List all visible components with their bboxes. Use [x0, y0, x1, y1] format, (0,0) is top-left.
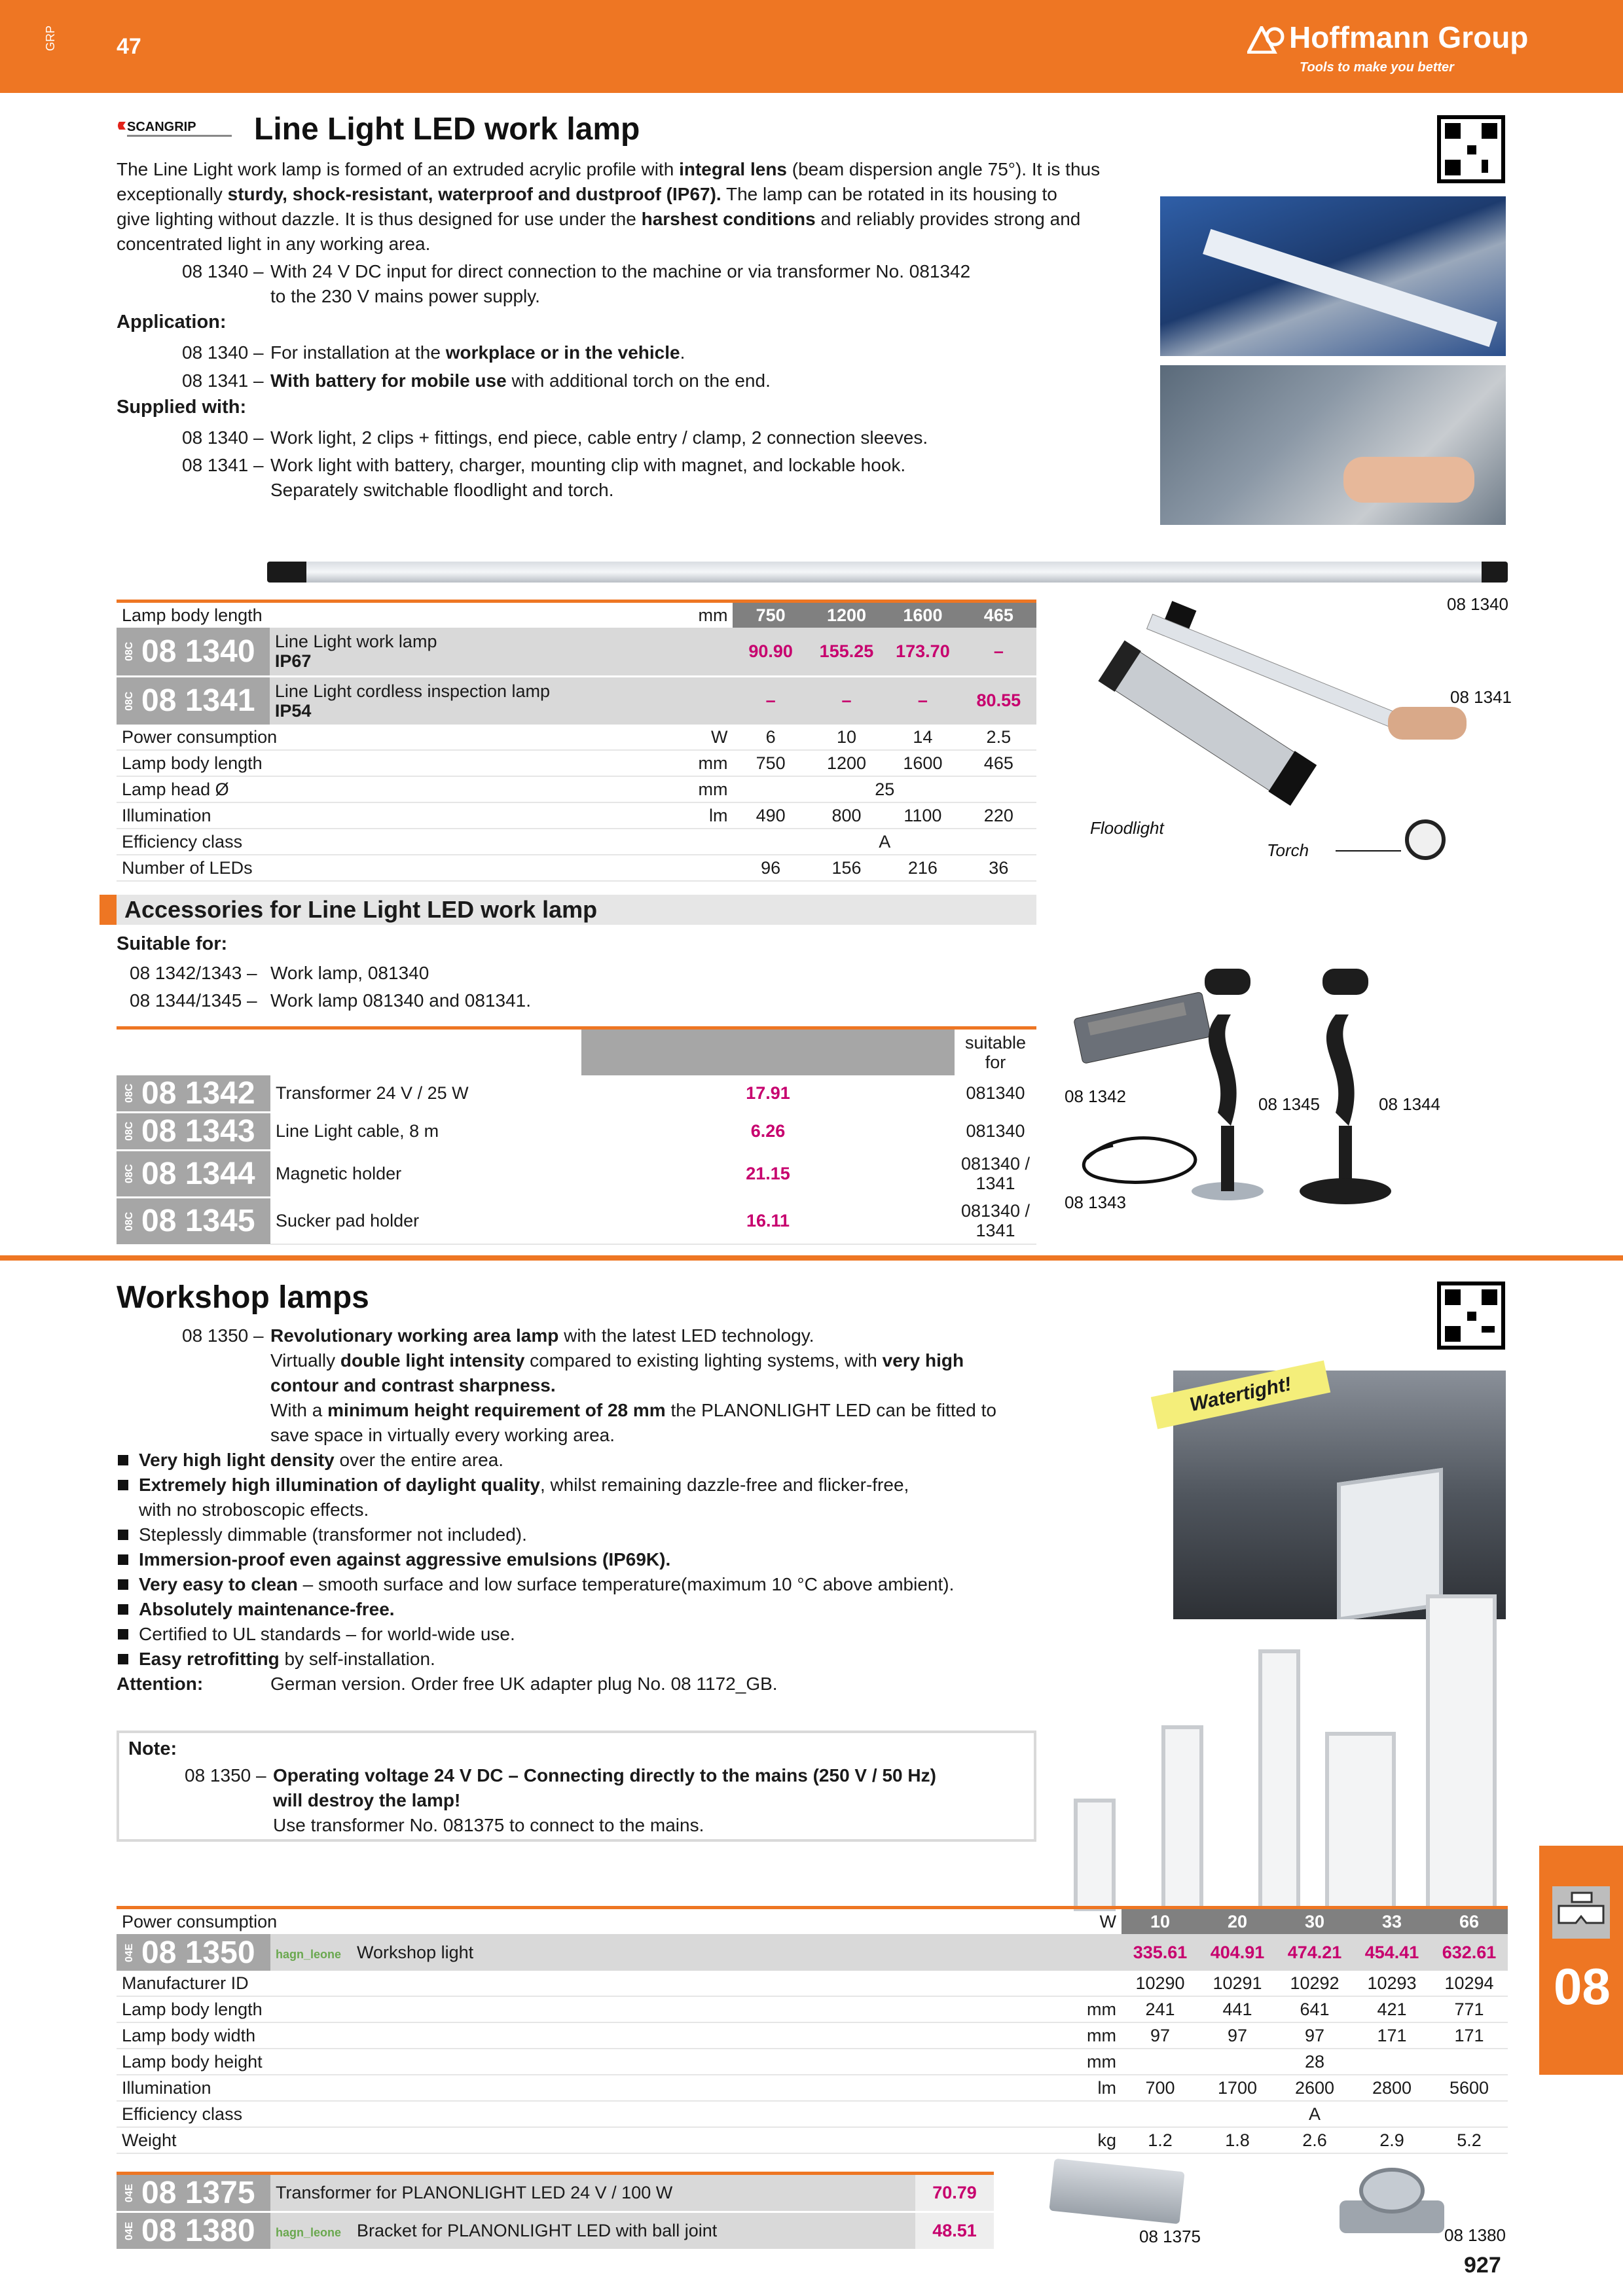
list-item: Very high light density over the entire area.: [117, 1448, 1099, 1473]
panel-lamp-66w: [1426, 1594, 1497, 1910]
price[interactable]: 6.26: [581, 1112, 955, 1150]
price[interactable]: 21.15: [581, 1150, 955, 1197]
product-row[interactable]: [117, 1112, 1036, 1150]
spec-row: [117, 776, 1036, 802]
suitable-2: 08 1344/1345 – Work lamp 081340 and 081341.: [130, 990, 531, 1011]
article-number[interactable]: 08C 08 1344: [117, 1150, 270, 1197]
table-header-label: Power consumption: [122, 1911, 278, 1931]
spec-value: 96: [733, 855, 808, 881]
line-light-table: [117, 600, 1036, 882]
list-item: Absolutely maintenance-free.: [117, 1597, 1099, 1622]
price[interactable]: 90.90: [733, 628, 808, 676]
panel-lamp-33w: [1325, 1732, 1396, 1910]
product-row[interactable]: [117, 2174, 994, 2212]
product-desc: hagn_leone Bracket for PLANONLIGHT LED with ball joint: [270, 2212, 915, 2250]
fig-label-081375: 08 1375: [1139, 2227, 1201, 2246]
section-number: 08: [1554, 1958, 1611, 2015]
col-header: 1600: [884, 601, 960, 628]
input-note: 08 1340 – With 24 V DC input for direct connection to the machine or via transformer No. 081342 to the 230 V mains power supply.: [182, 261, 971, 306]
spec-value: 2600: [1276, 2075, 1353, 2101]
brand-name: Hoffmann Group: [1289, 20, 1529, 54]
price[interactable]: 335.61: [1122, 1934, 1199, 1971]
accessories-figure: [1061, 916, 1519, 1224]
unit-label: mm: [698, 605, 728, 625]
svg-text:SCANGRIP: SCANGRIP: [127, 120, 196, 134]
spec-unit: W: [652, 725, 733, 750]
spec-label: Weight: [117, 2127, 1049, 2153]
workshop-table: [117, 1906, 1508, 2154]
product-row[interactable]: [117, 1075, 1036, 1113]
lamp-bar-image: [267, 562, 1508, 583]
application-2: 08 1341 – With battery for mobile use with additional torch on the end.: [182, 370, 771, 391]
spec-value: 641: [1276, 1996, 1353, 2022]
article-number[interactable]: 08C 08 1345: [117, 1197, 270, 1244]
spec-value: 2800: [1353, 2075, 1431, 2101]
spec-unit: [1049, 1971, 1122, 1996]
spec-value: 156: [809, 855, 884, 881]
spec-value: 5600: [1431, 2075, 1508, 2101]
spec-unit: mm: [1049, 1996, 1122, 2022]
spec-label: Number of LEDs: [117, 855, 652, 881]
spec-value: 2.5: [961, 725, 1036, 750]
price[interactable]: 632.61: [1431, 1934, 1508, 1971]
spec-unit: lm: [652, 802, 733, 829]
list-item-continuation: with no stroboscopic effects.: [139, 1499, 369, 1520]
product-row[interactable]: [117, 2212, 994, 2250]
price[interactable]: –: [961, 628, 1036, 676]
article-number[interactable]: 04E 08 1350: [117, 1934, 270, 1971]
spec-unit: [1049, 2101, 1122, 2127]
fig-label-081340: 08 1340: [1447, 594, 1508, 614]
spec-value: 171: [1431, 2022, 1508, 2049]
price[interactable]: 404.91: [1199, 1934, 1276, 1971]
spec-unit: mm: [1049, 2022, 1122, 2049]
spec-value: 36: [961, 855, 1036, 881]
spec-value: 10291: [1199, 1971, 1276, 1996]
price[interactable]: 155.25: [809, 628, 884, 676]
spec-value: 216: [884, 855, 960, 881]
line-light-title: Line Light LED work lamp: [254, 112, 640, 147]
spec-value: 10293: [1353, 1971, 1431, 1996]
attention-note: Attention: German version. Order free UK adapter plug No. 08 1172_GB.: [117, 1674, 778, 1694]
spec-row: [117, 2101, 1508, 2127]
spec-value: 421: [1353, 1996, 1431, 2022]
spec-unit: mm: [652, 776, 733, 802]
spec-label: Lamp body height: [117, 2049, 1049, 2075]
article-number[interactable]: 04E 08 1375: [117, 2174, 270, 2212]
list-item: Easy retrofitting by self-installation.: [117, 1647, 1099, 1672]
page-number: 927: [1464, 2253, 1501, 2278]
spec-value: 1.8: [1199, 2127, 1276, 2153]
scangrip-logo-icon: [117, 118, 241, 140]
spec-value: 441: [1199, 1996, 1276, 2022]
spec-value: 171: [1353, 2022, 1431, 2049]
spec-value: 220: [961, 802, 1036, 829]
spec-row: [117, 2075, 1508, 2101]
suitable-value: 081340 / 1341: [955, 1150, 1036, 1197]
spec-value: 465: [961, 750, 1036, 776]
spec-unit: kg: [1049, 2127, 1122, 2153]
spec-label: Lamp body length: [117, 1996, 1049, 2022]
spec-value: 700: [1122, 2075, 1199, 2101]
product-desc: Transformer 24 V / 25 W: [270, 1075, 581, 1113]
spec-row: [117, 855, 1036, 881]
col-header: 30: [1276, 1908, 1353, 1935]
supplied-2: 08 1341 – Work light with battery, charger, mounting clip with magnet, and lockable hook. Separately switchable floodlight and torch.: [182, 455, 906, 500]
side-label: GRP: [44, 25, 58, 52]
spec-unit: [652, 829, 733, 855]
spec-label: Efficiency class: [117, 829, 652, 855]
spec-value: 750: [733, 750, 808, 776]
product-desc: Line Light cable, 8 m: [270, 1112, 581, 1150]
suitable-value: 081340: [955, 1075, 1036, 1113]
list-item: Extremely high illumination of daylight quality, whilst remaining dazzle-free and flicker-free,: [117, 1473, 1099, 1498]
feature-list: [117, 1448, 1099, 1672]
scangrip-logo: [117, 118, 241, 140]
spec-value: 1600: [884, 750, 960, 776]
col-header: 1200: [809, 601, 884, 628]
product-desc: Magnetic holder: [270, 1150, 581, 1197]
fig-label-081345: 08 1345: [1258, 1094, 1320, 1114]
supplied-1: 08 1340 – Work light, 2 clips + fittings, end piece, cable entry / clamp, 2 connection sleeves.: [182, 427, 928, 448]
spec-value: 14: [884, 725, 960, 750]
price[interactable]: –: [733, 676, 808, 725]
page-header: [0, 0, 1623, 93]
col-header: 750: [733, 601, 808, 628]
transformer-bracket-table: [117, 2172, 994, 2249]
transformer-image: [1049, 2159, 1184, 2224]
col-header: 465: [961, 601, 1036, 628]
spec-value: 241: [1122, 1996, 1199, 2022]
spec-label: Lamp body width: [117, 2022, 1049, 2049]
spec-unit: [652, 855, 733, 881]
product-row[interactable]: [117, 1934, 1508, 1971]
price[interactable]: 70.79: [915, 2174, 994, 2212]
article-number[interactable]: 08C 08 1341: [117, 676, 270, 725]
spec-label: Lamp head Ø: [117, 776, 652, 802]
product-desc: Sucker pad holder: [270, 1197, 581, 1244]
supplied-label: Supplied with:: [117, 397, 247, 418]
price[interactable]: 48.51: [915, 2212, 994, 2250]
spec-value: A: [733, 829, 1036, 855]
spec-row: [117, 1971, 1508, 1996]
spec-value: 97: [1276, 2022, 1353, 2049]
spec-unit: lm: [1049, 2075, 1122, 2101]
spec-value: 1700: [1199, 2075, 1276, 2101]
note-text: 08 1350 – Operating voltage 24 V DC – Connecting directly to the mains (250 V / 50 Hz) will destroy the lamp! Use transformer No. 081375 to connect to the mains.: [185, 1765, 936, 1835]
table-header-label: Lamp body length: [122, 605, 263, 625]
brand-tagline: Tools to make you better: [1300, 60, 1454, 75]
fig-label-081342: 08 1342: [1065, 1086, 1126, 1106]
line-light-intro: The Line Light work lamp is formed of an extruded acrylic profile with integral lens (beam dispersion angle 75°). It is thus exceptionally sturdy, shock-resistant, waterproof and dustproof (IP67). The lamp can be rotated in its housing to give lighting without dazzle. It is thus designed for use under the harshest conditions and reliably provides strong and concentrated light in any working area.: [117, 159, 1101, 254]
col-header: 33: [1353, 1908, 1431, 1935]
accessories-table: [117, 1026, 1036, 1245]
price[interactable]: 454.41: [1353, 1934, 1431, 1971]
spec-row: [117, 1996, 1508, 2022]
spec-label: Illumination: [117, 802, 652, 829]
spec-label: Power consumption: [117, 725, 652, 750]
spec-value: 6: [733, 725, 808, 750]
page-label: 47: [117, 34, 141, 59]
product-row[interactable]: [117, 1197, 1036, 1244]
accessories-title: Accessories for Line Light LED work lamp: [100, 895, 1036, 925]
suitable-label: Suitable for:: [117, 933, 228, 954]
spec-value: 10292: [1276, 1971, 1353, 1996]
price-header: [581, 1028, 955, 1075]
article-number[interactable]: 08C 08 1342: [117, 1075, 270, 1113]
spec-label: Illumination: [117, 2075, 1049, 2101]
suitable-value: 081340 / 1341: [955, 1197, 1036, 1244]
fig-label-081343: 08 1343: [1065, 1193, 1126, 1212]
workshop-photo-1: [1160, 196, 1506, 356]
product-row[interactable]: [117, 628, 1036, 676]
section-divider: [0, 1255, 1623, 1261]
qr-code-icon[interactable]: [1437, 115, 1505, 183]
spec-value: 800: [809, 802, 884, 829]
spec-value: 97: [1199, 2022, 1276, 2049]
application-1: 08 1340 – For installation at the workplace or in the vehicle.: [182, 342, 685, 363]
workshop-title: Workshop lamps: [117, 1280, 369, 1315]
panel-lamp-30w: [1258, 1649, 1300, 1910]
price[interactable]: 173.70: [884, 628, 960, 676]
hoffmann-logo-icon: [1247, 26, 1285, 54]
spec-label: Efficiency class: [117, 2101, 1049, 2127]
product-desc: Line Light cordless inspection lamp IP54: [270, 676, 733, 725]
spec-row: [117, 2022, 1508, 2049]
spec-value: 1100: [884, 802, 960, 829]
spec-value: 490: [733, 802, 808, 829]
price[interactable]: 80.55: [961, 676, 1036, 725]
spec-value: 97: [1122, 2022, 1199, 2049]
col-header: 10: [1122, 1908, 1199, 1935]
watertight-banner: Watertight!: [1151, 1360, 1330, 1429]
spec-value: 10290: [1122, 1971, 1199, 1996]
col-header: 20: [1199, 1908, 1276, 1935]
note-label: Note:: [128, 1738, 177, 1759]
product-desc: hagn_leone Workshop light: [270, 1934, 1122, 1971]
application-label: Application:: [117, 312, 227, 332]
spec-value: 28: [1122, 2049, 1508, 2075]
floodlight-label: Floodlight: [1090, 818, 1164, 838]
list-item: Certified to UL standards – for world-wide use.: [117, 1622, 1099, 1647]
qr-code-icon[interactable]: [1437, 1282, 1505, 1350]
spec-value: 10294: [1431, 1971, 1508, 1996]
torch-label: Torch: [1267, 840, 1309, 860]
spec-value: A: [1122, 2101, 1508, 2127]
workshop-intro: 08 1350 – Revolutionary working area lamp with the latest LED technology. Virtually double light intensity compared to existing lighting systems, with very high contour and contrast sharpness. With a minimum height requirement of 28 mm the PLANONLIGHT LED can be fitted to save space in virtually every working area.: [182, 1325, 996, 1445]
safety-goggles-icon: [1552, 1886, 1610, 1939]
price[interactable]: 17.91: [581, 1075, 955, 1113]
bracket-image: [1333, 2161, 1451, 2240]
col-header: 66: [1431, 1908, 1508, 1935]
product-desc: Line Light work lamp IP67: [270, 628, 733, 676]
spec-row: [117, 802, 1036, 829]
list-item: Immersion-proof even against aggressive emulsions (IP69K).: [117, 1547, 1099, 1572]
spec-row: [117, 2049, 1508, 2075]
product-row[interactable]: [117, 1150, 1036, 1197]
list-item: Steplessly dimmable (transformer not included).: [117, 1522, 1099, 1547]
spec-unit: mm: [652, 750, 733, 776]
spec-row: [117, 725, 1036, 750]
spec-label: Manufacturer ID: [117, 1971, 1049, 1996]
spec-value: 10: [809, 725, 884, 750]
spec-row: [117, 829, 1036, 855]
fig-label-081344: 08 1344: [1379, 1094, 1440, 1114]
spec-label: Lamp body length: [117, 750, 652, 776]
article-number[interactable]: 04E 08 1380: [117, 2212, 270, 2250]
article-number[interactable]: 08C 08 1340: [117, 628, 270, 676]
fig-label-081341: 08 1341: [1450, 687, 1512, 707]
unit-label: W: [1099, 1911, 1116, 1931]
article-number[interactable]: 08C 08 1343: [117, 1112, 270, 1150]
spec-value: 25: [733, 776, 1036, 802]
section-tab[interactable]: [1539, 1846, 1623, 2075]
hagn-leone-logo: hagn_leone: [276, 2226, 342, 2239]
panel-lamp-10w: [1074, 1799, 1116, 1911]
spec-value: 1.2: [1122, 2127, 1199, 2153]
product-row[interactable]: [117, 676, 1036, 725]
price[interactable]: –: [884, 676, 960, 725]
product-desc: Transformer for PLANONLIGHT LED 24 V / 100 W: [270, 2174, 915, 2212]
panel-lamp-20w: [1161, 1725, 1203, 1910]
spec-value: 771: [1431, 1996, 1508, 2022]
hagn-leone-logo: hagn_leone: [276, 1947, 342, 1961]
suitable-value: 081340: [955, 1112, 1036, 1150]
fig-label-081380: 08 1380: [1444, 2225, 1506, 2245]
list-item: Very easy to clean – smooth surface and low surface temperature(maximum 10 °C above ambient).: [117, 1572, 1099, 1597]
spec-value: 2.9: [1353, 2127, 1431, 2153]
suitable-for-header: suitable for: [964, 1032, 1027, 1072]
price[interactable]: 474.21: [1276, 1934, 1353, 1971]
spec-unit: mm: [1049, 2049, 1122, 2075]
spec-row: [117, 750, 1036, 776]
workshop-photo-2: [1160, 365, 1506, 525]
brand-logo[interactable]: [1247, 20, 1528, 55]
spec-row: [117, 2127, 1508, 2153]
note-box: [117, 1731, 1036, 1842]
spec-value: 1200: [809, 750, 884, 776]
spec-value: 2.6: [1276, 2127, 1353, 2153]
suitable-1: 08 1342/1343 – Work lamp, 081340: [130, 963, 429, 983]
price[interactable]: 16.11: [581, 1197, 955, 1244]
spec-value: 5.2: [1431, 2127, 1508, 2153]
price[interactable]: –: [809, 676, 884, 725]
